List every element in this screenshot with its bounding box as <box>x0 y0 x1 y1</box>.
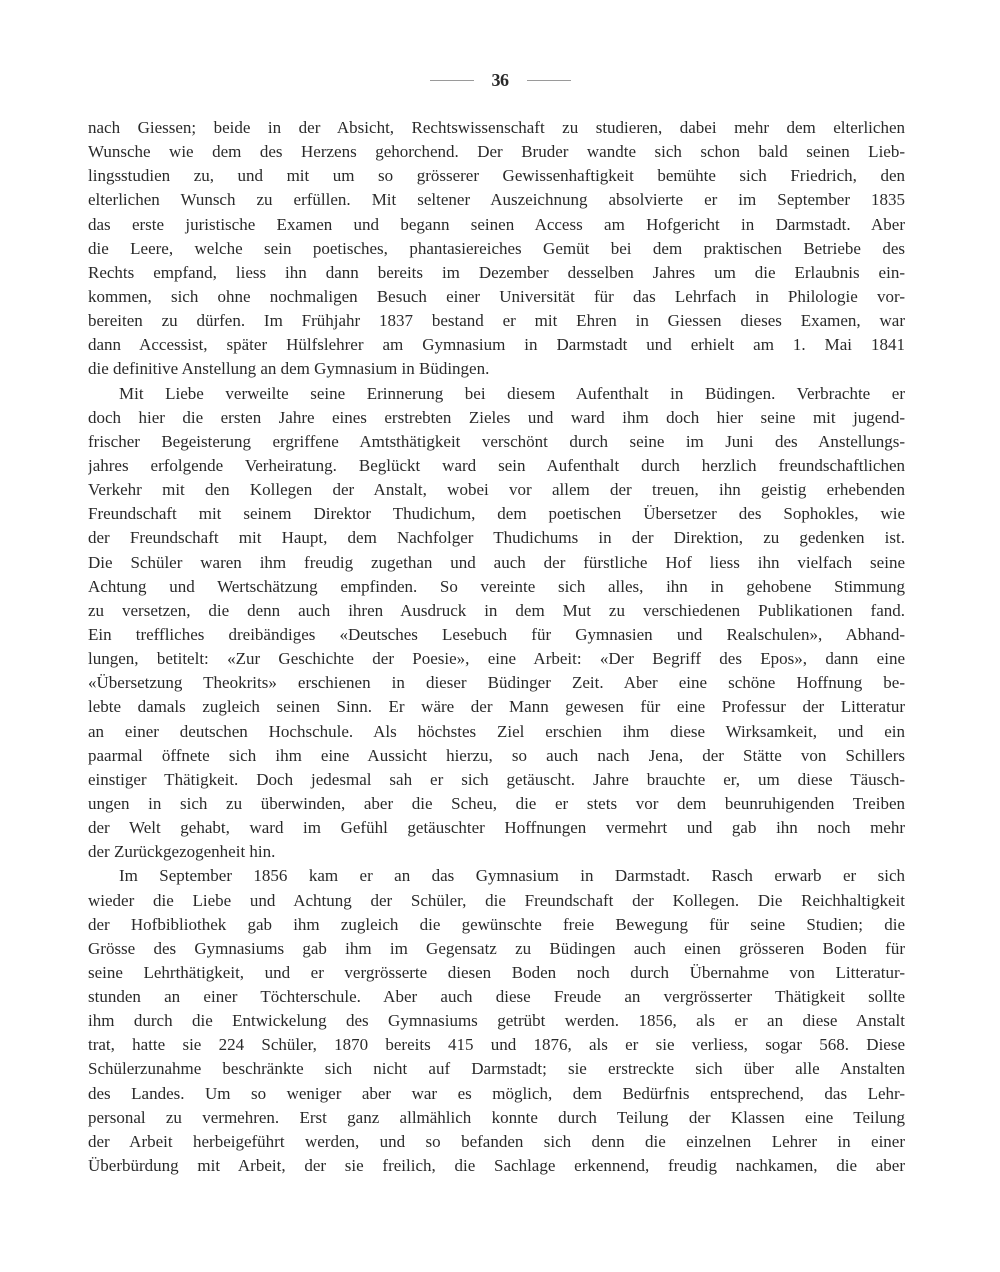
text-line: nach Giessen; beide in der Absicht, Rechtswissenschaft zu studieren, dabei mehr dem elterlichen <box>88 118 905 137</box>
text-line: seine Lehrthätigkeit, und er vergrösserte diesen Boden noch durch Übernahme von Litteratur- <box>88 962 905 982</box>
text-line: Grösse des Gymnasiums gab ihm im Gegensatz zu Büdingen auch einen grösseren Boden für <box>88 938 905 958</box>
text-line: lebte damals zugleich seinen Sinn. Er wäre der Mann gewesen für eine Professur der Litteratur <box>88 697 905 717</box>
body-text <box>88 116 905 1178</box>
text-line: an einer deutschen Hochschule. Als höchstes Ziel erschien ihm diese Wirksamkeit, und ein <box>88 721 905 741</box>
text-line: doch hier die ersten Jahre eines erstrebten Zieles und ward ihm doch hier seine mit jugend- <box>88 407 905 427</box>
header-rule-left <box>430 80 474 81</box>
text-line: Die Schüler waren ihm freudig zugethan und auch der fürstliche Hof liess ihn vielfach seine <box>88 552 905 572</box>
page-number: 36 <box>491 70 509 90</box>
text-line: Wunsche wie dem des Herzens gehorchend. Der Bruder wandte sich schon bald seinen Lieb- <box>88 142 905 162</box>
text-line: Überbürdung mit Arbeit, der sie freilich, die Sachlage erkennend, freudig nachkamen, die aber <box>88 1156 905 1176</box>
text-line: lungen, betitelt: «Zur Geschichte der Poesie», eine Arbeit: «Der Begriff des Epos», dann eine <box>88 649 905 669</box>
text-line: jahres erfolgende Verheiratung. Beglückt ward sein Aufenthalt durch herzlich freundschaftlichen <box>88 455 905 475</box>
header-rule-right <box>527 80 571 81</box>
text-line: die definitive Anstellung an dem Gymnasium in Büdingen. <box>88 359 490 379</box>
text-line: des Landes. Um so weniger aber war es möglich, dem Bedürfnis entsprechend, das Lehr- <box>88 1083 905 1103</box>
text-line: Rechts empfand, liess ihn dann bereits im Dezember desselben Jahres um die Erlaubnis ein- <box>88 262 905 282</box>
text-line: wieder die Liebe und Achtung der Schüler, die Freundschaft der Kollegen. Die Reichhaltigkeit <box>88 890 905 910</box>
text-line: elterlichen Wunsch zu erfüllen. Mit seltener Auszeichnung absolvierte er im September 1835 <box>88 190 905 210</box>
text-line: personal zu vermehren. Erst ganz allmählich konnte durch Teilung der Klassen eine Teilung <box>88 1107 905 1127</box>
text-line: Freundschaft mit seinem Direktor Thudichum, dem poetischen Übersetzer des Sophokles, wie <box>88 504 905 524</box>
text-line: der Zurückgezogenheit hin. <box>88 842 276 862</box>
text-line: Schülerzunahme beschränkte sich nicht auf Darmstadt; sie erstreckte sich über alle Anstalten <box>88 1059 905 1079</box>
text-line: Mit Liebe verweilte seine Erinnerung bei diesem Aufenthalt in Büdingen. Verbrachte er <box>119 383 905 403</box>
text-line: paarmal öffnete sich ihm eine Aussicht hierzu, so auch nach Jena, der Stätte von Schillers <box>88 745 905 765</box>
paragraph <box>88 864 905 1178</box>
paragraph <box>88 382 905 865</box>
text-line: der Freundschaft mit Haupt, dem Nachfolger Thudichums in der Direktion, zu gedenken ist. <box>88 528 905 548</box>
text-line: lingsstudien zu, und mit um so grösserer Gewissenhaftigkeit bemühte sich Friedrich, den <box>88 166 905 186</box>
text-line: dann Accessist, später Hülfslehrer am Gymnasium in Darmstadt und erhielt am 1. Mai 1841 <box>88 335 905 355</box>
text-line: der Welt gehabt, ward im Gefühl getäuschter Hoffnungen vermehrt und gab ihn noch mehr <box>88 818 905 838</box>
text-line: der Hofbibliothek gab ihm zugleich die gewünschte freie Bewegung für seine Studien; die <box>88 914 905 934</box>
text-line: die Leere, welche sein poetisches, phantasiereiches Gemüt bei dem praktischen Betriebe des <box>88 238 905 258</box>
page-header <box>0 70 1000 91</box>
text-line: trat, hatte sie 224 Schüler, 1870 bereits 415 und 1876, als er sie verliess, sogar 568. Diese <box>88 1035 905 1055</box>
text-line: bereiten zu dürfen. Im Frühjahr 1837 bestand er mit Ehren in Giessen dieses Examen, war <box>88 311 905 331</box>
text-line: ihm durch die Entwickelung des Gymnasiums getrübt werden. 1856, als er an diese Anstalt <box>88 1011 905 1031</box>
text-line: das erste juristische Examen und begann seinen Access am Hofgericht in Darmstadt. Aber <box>88 214 905 234</box>
text-line: Verkehr mit den Kollegen der Anstalt, wobei vor allem der treuen, ihn geistig erhebenden <box>88 480 905 500</box>
text-line: zu versetzen, die denn auch ihren Ausdruck in dem Mut zu verschiedenen Publikationen fand. <box>88 600 905 620</box>
text-line: kommen, sich ohne nochmaligen Besuch einer Universität für das Lehrfach in Philologie vor- <box>88 286 905 306</box>
text-line: Im September 1856 kam er an das Gymnasium in Darmstadt. Rasch erwarb er sich <box>119 866 905 886</box>
paragraph <box>88 116 905 382</box>
text-line: stunden an einer Töchterschule. Aber auch diese Freude an vergrösserter Thätigkeit sollte <box>88 987 905 1007</box>
text-line: Achtung und Wertschätzung empfinden. So vereinte sich alles, ihn in gehobene Stimmung <box>88 576 905 596</box>
text-line: ungen in sich zu überwinden, aber die Scheu, die er stets vor dem beunruhigenden Treiben <box>88 793 905 813</box>
text-line: Ein treffliches dreibändiges «Deutsches Lesebuch für Gymnasien und Realschulen», Abhand- <box>88 624 905 644</box>
text-line: einstiger Thätigkeit. Doch jedesmal sah er sich getäuscht. Jahre brauchte er, um diese Täusch- <box>88 769 905 789</box>
text-line: frischer Begeisterung ergriffene Amtsthätigkeit verschönt durch seine im Juni des Anstellungs- <box>88 431 905 451</box>
text-line: der Arbeit herbeigeführt werden, und so befanden sich denn die einzelnen Lehrer in einer <box>88 1131 905 1151</box>
text-line: «Übersetzung Theokrits» erschienen in dieser Büdinger Zeit. Aber eine schöne Hoffnung be- <box>88 673 905 693</box>
